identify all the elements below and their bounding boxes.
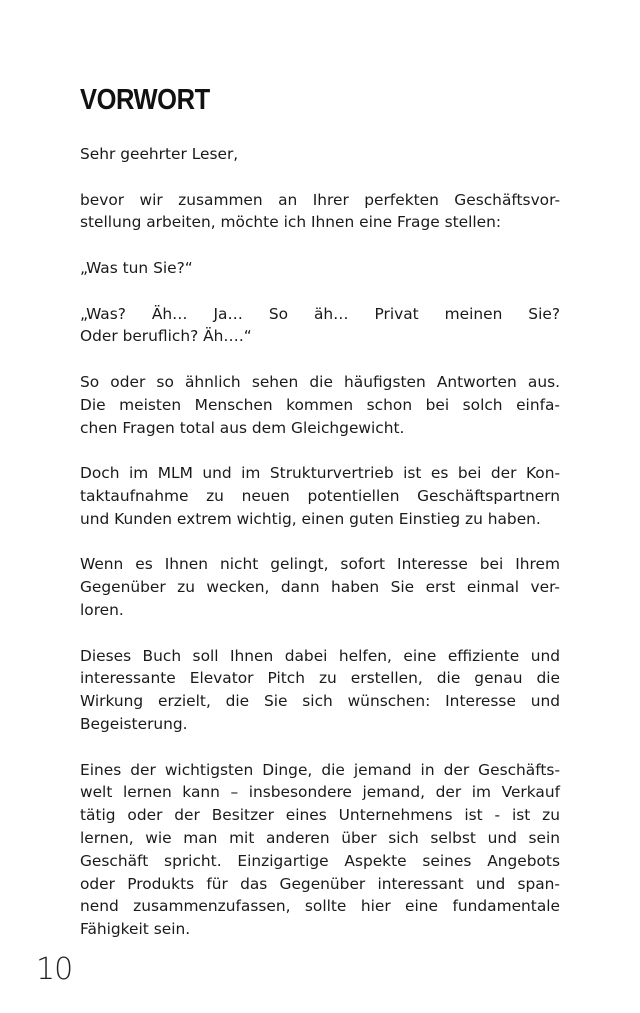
paragraph [80,189,560,235]
text-line: Geschäft spricht. Einzigartige Aspekte seines Angebots [80,851,560,870]
text-line: „Was? Äh… Ja… So äh… Privat meinen Sie? [80,304,560,323]
paragraph [80,371,560,439]
text-line: Doch im MLM und im Strukturvertrieb ist es bei der Kon- [80,464,560,483]
page-title: VORWORT [80,84,210,116]
text-line: Begeisterung. [80,714,188,733]
text-line: Wirkung erzielt, die Sie sich wünschen: Interesse und [80,692,560,711]
text-line: Sehr geehrter Leser, [80,145,239,163]
text-line: taktaufnahme zu neuen potentiellen Geschäftspartnern [80,486,560,505]
paragraph [80,257,560,280]
text-line: So oder so ähnlich sehen die häufigsten Antworten aus. [80,372,560,391]
text-line: lernen, wie man mit anderen über sich selbst und sein [80,828,560,847]
paragraph [80,303,560,349]
text-line: Die meisten Menschen kommen schon bei solch einfa- [80,395,560,414]
text-line: Dieses Buch soll Ihnen dabei helfen, eine effiziente und [80,646,560,665]
text-line: stellung arbeiten, möchte ich Ihnen eine Frage stellen: [80,213,502,232]
paragraph [80,645,560,736]
paragraph [80,759,560,941]
paragraph [80,553,560,621]
text-line: oder Produkts für das Gegenüber interessant und span- [80,874,560,893]
page-number: 10 [36,952,73,987]
text-line: Fähigkeit sein. [80,920,191,939]
text-line: tätig oder der Besitzer eines Unternehmens ist - ist zu [80,806,560,825]
text-line: Wenn es Ihnen nicht gelingt, sofort Interesse bei Ihrem [80,555,560,574]
text-line: chen Fragen total aus dem Gleichgewicht. [80,418,405,437]
paragraph [80,143,560,166]
paragraph [80,462,560,530]
text-line: und Kunden extrem wichtig, einen guten Einstieg zu haben. [80,509,541,528]
text-line: interessante Elevator Pitch zu erstellen, die genau die [80,669,560,688]
text-line: „Was tun Sie?“ [80,258,193,277]
text-line: bevor wir zusammen an Ihrer perfekten Geschäftsvor- [80,190,560,209]
text-line: welt lernen kann – insbesondere jemand, der im Verkauf [80,783,560,802]
body-text [80,143,560,964]
text-line: loren. [80,600,124,619]
text-line: Oder beruflich? Äh….“ [80,327,252,346]
text-line: Gegenüber zu wecken, dann haben Sie erst einmal ver- [80,578,560,597]
text-line: Eines der wichtigsten Dinge, die jemand in der Geschäfts- [80,760,560,779]
text-line: nend zusammenzufassen, sollte hier eine fundamentale [80,897,560,916]
